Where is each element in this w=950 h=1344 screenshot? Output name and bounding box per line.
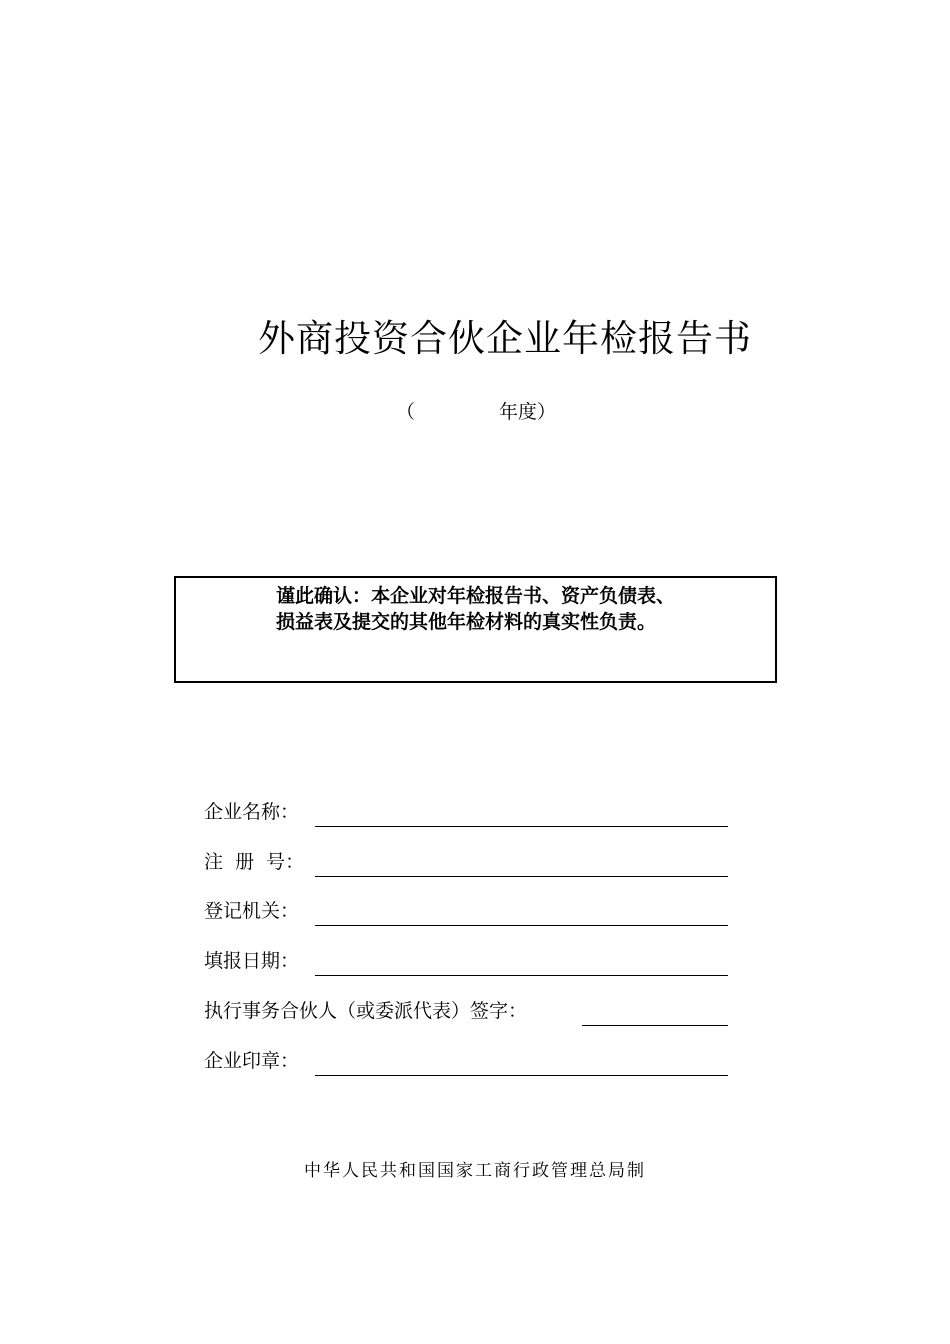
field-label: 登记机关：: [204, 900, 300, 922]
field-label: 注 册 号：: [204, 851, 305, 873]
field-registration-number: [204, 847, 728, 877]
field-registration-authority: [204, 896, 728, 926]
field-label: 企业名称：: [204, 801, 300, 823]
registration-number-line[interactable]: [315, 876, 728, 877]
field-partner-signature: [204, 996, 728, 1026]
field-label: 企业印章：: [204, 1050, 300, 1072]
year-label: 年度）: [499, 401, 557, 423]
field-enterprise-name: [204, 797, 728, 827]
enterprise-seal-line[interactable]: [315, 1075, 728, 1076]
confirmation-box: [174, 576, 777, 683]
field-label: 填报日期：: [204, 950, 300, 972]
partner-signature-line[interactable]: [582, 1025, 728, 1026]
enterprise-name-line[interactable]: [315, 826, 728, 827]
registration-authority-line[interactable]: [315, 925, 728, 926]
field-filing-date: [204, 946, 728, 976]
field-enterprise-seal: [204, 1046, 728, 1076]
filing-date-line[interactable]: [315, 975, 728, 976]
confirmation-line-1: 谨此确认：本企业对年检报告书、资产负债表、: [276, 585, 676, 607]
confirmation-line-2: 损益表及提交的其他年检材料的真实性负责。: [276, 611, 657, 633]
issuer-footer: 中华人民共和国国家工商行政管理总局制: [304, 1161, 646, 1181]
document-title: 外商投资合伙企业年检报告书: [258, 317, 752, 360]
field-label: 执行事务合伙人（或委派代表）签字：: [204, 1000, 528, 1022]
year-open-paren: （: [396, 401, 416, 423]
